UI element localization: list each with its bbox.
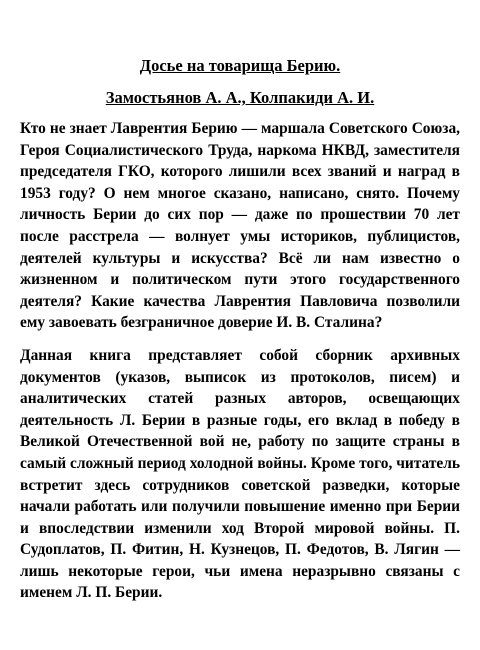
paragraph-2: Данная книга представляет собой сборник архивных документов (указов, выписок из протоколов, писем) и аналитических статей разных авторов, освещающих деятельность Л. Берии в разные годы, его вклад в победу в Великой Отечественной вой не, работу по защите страны в самый сложный период холодной войны. Кроме того, читатель встретит здесь сотрудников советской разведки, которые начали работать или получили повышение именно при Берии и впоследствии изменили ход Второй мировой войны. П. Судоплатов, П. Фитин, Н. Кузнецов, П. Федотов, В. Лягин — лишь некоторые герои, чьи имена неразрывно связаны с именем Л. П. Берии.	[20, 346, 460, 602]
document-authors: Замостьянов А. А., Колпакиди А. И.	[105, 88, 375, 107]
document-page	[20, 56, 460, 604]
paragraph-1: Кто не знает Лаврентия Берию — маршала Советского Союза, Героя Социалистического Труда, наркома НКВД, заместителя председателя ГКО, которого лишили всех званий и наград в 1953 году? О нем многое сказано, написано, снято. Почему личность Берии до сих пор — даже по прошествии 70 лет после расстрела — волнует умы историков, публицистов, деятелей культуры и искусства? Всё ли нам известно о жизненном и политическом пути этого государственного деятеля? Какие качества Лаврентия Павловича позволили ему завоевать безграничное доверие И. В. Сталина?	[20, 120, 460, 332]
document-title: Досье на товарища Берию.	[139, 56, 341, 75]
